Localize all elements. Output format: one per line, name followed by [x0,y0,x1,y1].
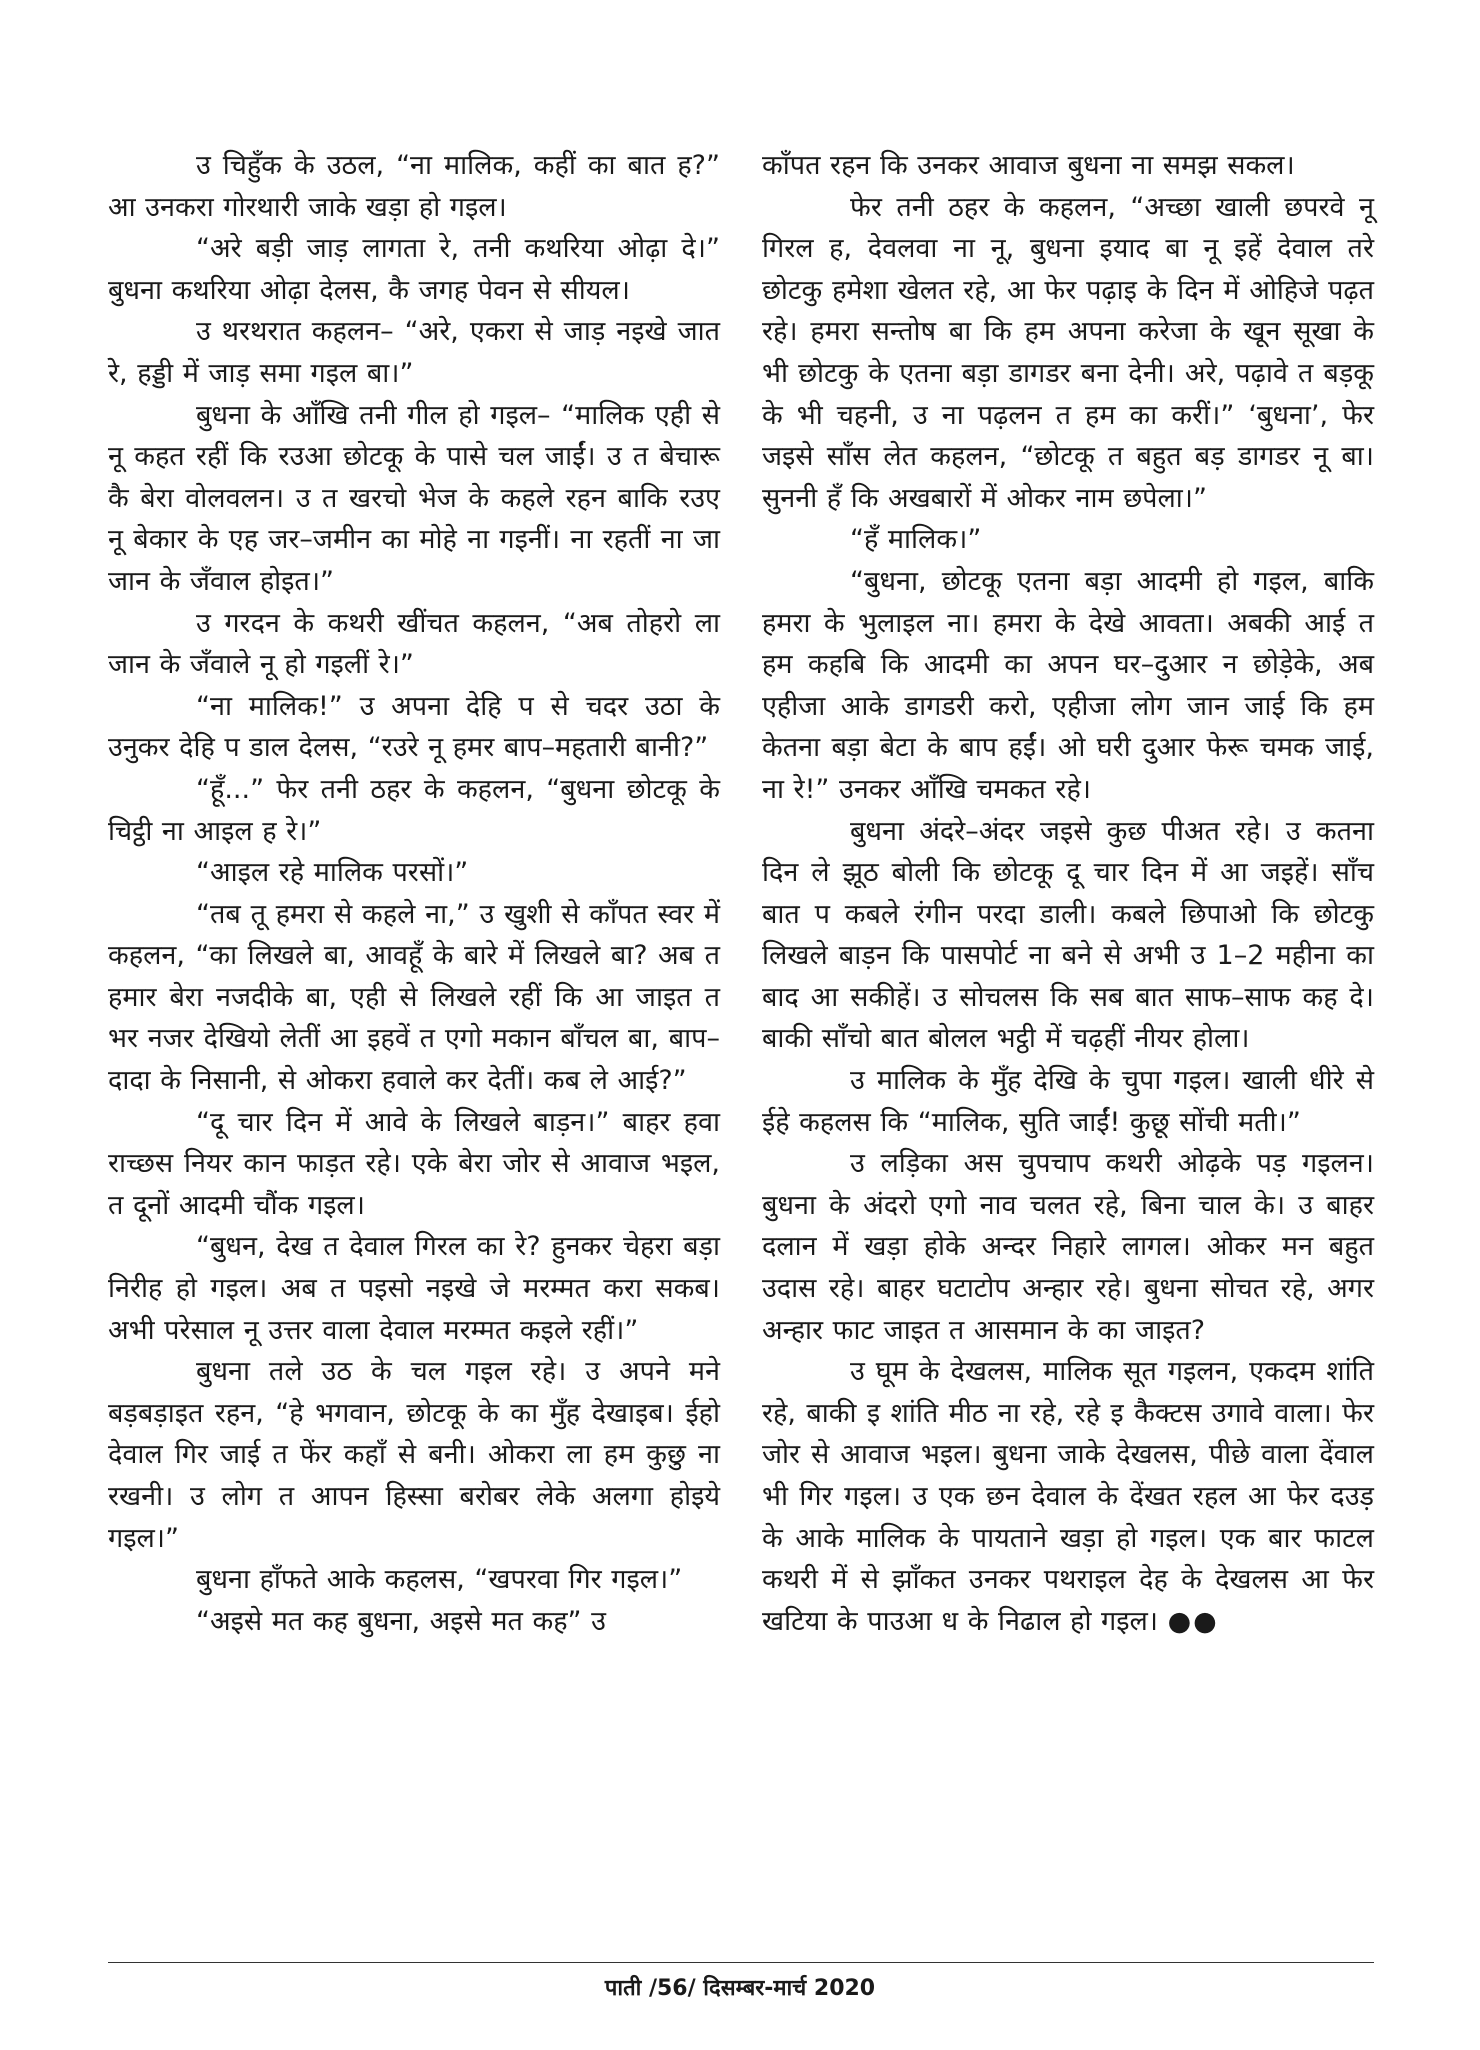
paragraph: फेर तनी ठहर के कहलन, “अच्छा खाली छपरवे नू गिरल ह, देवलवा ना नू, बुधना इयाद बा नू इहें देवाल तरे छोटकु हमेशा खेलत रहे, आ फेर पढ़ाइ के दिन में ओहिजे पढ़त रहे। हमरा सन्तोष बा कि हम अपना करेजा के खून सूखा के भी छोटकु के एतना बड़ा डागडर बना देनी। अरे, पढ़ावे त बड़कू के भी चहनी, उ ना पढ़लन त हम का करीं।” ‘बुधना’, फेर जइसे साँस लेत कहलन, “छोटकू त बहुत बड़ डागडर नू बा। सुननी हँ कि अखबारों में ओकर नाम छपेला।” [762,191,1374,514]
paragraph: बुधना तले उठ के चल गइल रहे। उ अपने मने बड़बड़ाइत रहन, “हे भगवान, छोटकू के का मुँह देखाइब। ईहो देवाल गिर जाई त फेंर कहाँ से बनी। ओकरा ला हम कुछु ना रखनी। उ लोग त आपन हिस्सा बरोबर लेके अलगा होइये गइल।” [108,1356,720,1554]
paragraph: “तब तू हमरा से कहले ना,” उ खुशी से काँपत स्वर में कहलन, “का लिखले बा, आवहूँ के बारे में लिखले बा? अब त हमार बेरा नजदीके बा, एही से लिखले रहीं कि आ जाइत त भर नजर देखियो लेतीं आ इहवें त एगो मकान बाँचल बा, बाप–दादा के निसानी, से ओकरा हवाले कर देतीं। कब ले आई?” [108,898,720,1097]
paragraph: बुधना के आँखि तनी गील हो गइल– “मालिक एही से नू कहत रहीं कि रउआ छोटकू के पासे चल जाईं। उ त बेचारू कै बेरा वोलवलन। उ त खरचो भेज के कहले रहन बाकि रउए नू बेकार के एह जर–जमीन का मोहे ना गइनीं। ना रहतीं ना जा जान के जँवाल होइत।” [108,399,720,597]
paragraph: “बुधना, छोटकू एतना बड़ा आदमी हो गइल, बाकि हमरा के भुलाइल ना। हमरा के देखे आवता। अबकी आई त हम कहबि कि आदमी का अपन घर–दुआर न छोड़ेके, अब एहीजा आके डागडरी करो, एहीजा लोग जान जाई कि हम केतना बड़ा बेटा के बाप हईं। ओ घरी दुआर फेरू चमक जाई, ना रे!” उनकर आँखि चमकत रहे। [762,565,1374,805]
paragraph: उ गरदन के कथरी खींचत कहलन, “अब तोहरो ला जान के जँवाले नू हो गइलीं रे।” [108,607,720,681]
paragraph: “अइसे मत कह बुधना, अइसे मत कह” उ [196,1605,606,1637]
footer-divider [108,1962,1374,1963]
paragraph: उ लड़िका अस चुपचाप कथरी ओढ़के पड़ गइलन। बुधना के अंदरो एगो नाव चलत रहे, बिना चाल के। उ बाहर दलान में खड़ा होके अन्दर निहारे लागल। ओकर मन बहुत उदास रहे। बाहर घटाटोप अन्हार रहे। बुधना सोचत रहे, अगर अन्हार फाट जाइत त आसमान के का जाइत? [762,1148,1374,1346]
paragraph: बुधना अंदरे–अंदर जइसे कुछ पीअत रहे। उ कतना दिन ले झूठ बोली कि छोटकू दू चार दिन में आ जइहें। साँच बात प कबले रंगीन परदा डाली। कबले छिपाओ कि छोटकु लिखले बाड़न कि पासपोर्ट ना बने से अभी उ 1–2 महीना का बाद आ सकीहें। उ सोचलस कि सब बात साफ–साफ कह दे। बाकी साँचो बात बोलल भट्ठी में चढ़हीं नीयर होला। [762,815,1374,1055]
paragraph: “हँ मालिक।” [850,524,982,556]
paragraph: “ना मालिक!” उ अपना देहि प से चदर उठा के उनुकर देहि प डाल देलस, “रउरे नू हमर बाप–महतारी बानी?” [108,690,720,764]
paragraph: उ मालिक के मुँह देखि के चुपा गइल। खाली धीरे से ईहे कहलस कि “मालिक, सुति जाईं! कुछू सोंची मती।” [762,1065,1374,1138]
paragraph: उ चिहुँक के उठल, “ना मालिक, कहीं का बात ह?” आ उनकरा गोरथारी जाके खड़ा हो गइल। [108,150,720,223]
paragraph-last [762,1351,1374,1642]
end-mark: ●● [1167,1605,1219,1637]
paragraph: “हूँ...” फेर तनी ठहर के कहलन, “बुधना छोटकू के चिट्ठी ना आइल ह रे।” [108,773,720,847]
page-footer: पाती /56/ दिसम्बर-मार्च 2020 [604,1976,876,2001]
paragraph: उ थरथरात कहलन– “अरे, एकरा से जाड़ नइखे जात रे, हड्डी में जाड़ समा गइल बा।” [108,316,720,389]
left-column [108,145,720,1642]
right-column [762,145,1374,1642]
paragraph: बुधना हाँफते आके कहलस, “खपरवा गिर गइल।” [196,1564,683,1596]
paragraph: “आइल रहे मालिक परसों।” [196,857,469,889]
paragraph: “बुधन, देख त देवाल गिरल का रे? हुनकर चेहरा बड़ा निरीह हो गइल। अब त पइसो नइखे जे मरम्मत करा सकब। अभी परेसाल नू उत्तर वाला देवाल मरम्मत कइले रहीं।” [108,1231,720,1346]
paragraph: “दू चार दिन में आवे के लिखले बाड़न।” बाहर हवा राच्छस नियर कान फाड़त रहे। एके बेरा जोर से आवाज भइल, त दूनों आदमी चौंक गइल। [108,1106,720,1221]
paragraph-continued: काँपत रहन कि उनकर आवाज बुधना ना समझ सकल। [762,150,1295,181]
last-paragraph-text: उ घूम के देखलस, मालिक सूत गइलन, एकदम शांति रहे, बाकी इ शांति मीठ ना रहे, रहे इ कैक्टस उगावे वाला। फेर जोर से आवाज भइल। बुधना जाके देखलस, पीछे वाला देंवाल भी गिर गइल। उ एक छन देवाल के देंखत रहल आ फेर दउड़ के आके मालिक के पायताने खड़ा हो गइल। एक बार फाटल कथरी में से झाँकत उनकर पथराइल देह के देखलस आ फेर खटिया के पाउआ ध के निढाल हो गइल। [762,1356,1374,1637]
paragraph: “अरे बड़ी जाड़ लागता रे, तनी कथरिया ओढ़ा दे।” बुधना कथरिया ओढ़ा देलस, कै जगह पेवन से सीयल। [108,233,720,306]
